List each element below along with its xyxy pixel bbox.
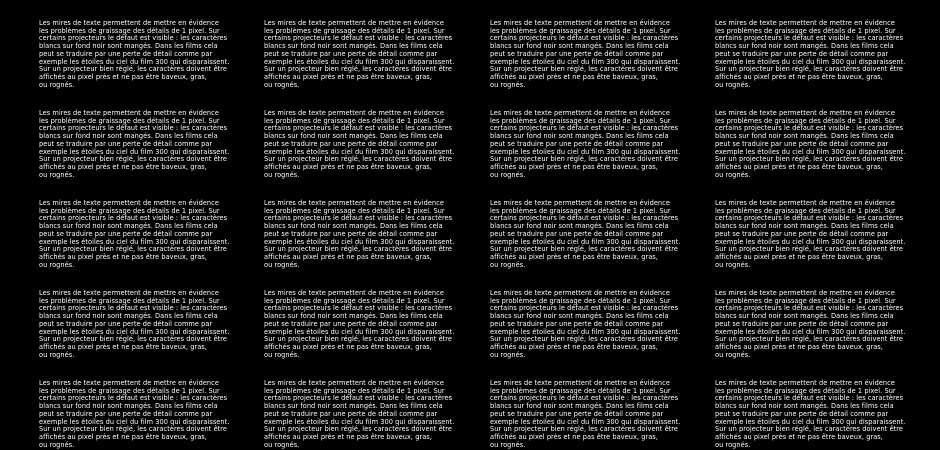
text-line: Les mires de texte permettent de mettre en évidence — [264, 199, 444, 207]
text-line: les problèmes de graissage des détails de 1 pixel. Sur — [264, 206, 445, 215]
text-line: Sur un projecteur bien réglé, les caractères doivent être — [490, 155, 679, 164]
text-line: Les mires de texte permettent de mettre en évidence — [490, 19, 670, 27]
text-line: Les mires de texte permettent de mettre en évidence — [264, 109, 444, 117]
text-line: Sur un projecteur bien réglé, les caractères doivent être — [39, 245, 228, 254]
text-line: affichés au pixel près et ne pas être baveux, gras, — [264, 252, 432, 261]
text-line: exemple les étoiles du ciel du film 300 qui disparaissent. — [39, 237, 230, 246]
text-line: blancs sur fond noir sont mangés. Dans les films cela — [39, 402, 218, 411]
text-line: certains projecteurs le défaut est visible : les caractères — [490, 394, 679, 403]
text-line: exemple les étoiles du ciel du film 300 qui disparaissent. — [264, 57, 455, 66]
text-line: les problèmes de graissage des détails de 1 pixel. Sur — [490, 116, 671, 125]
text-line: exemple les étoiles du ciel du film 300 qui disparaissent. — [715, 57, 906, 66]
text-line: Les mires de texte permettent de mettre en évidence — [264, 19, 444, 27]
text-line: peut se traduire par une perte de détail comme par — [264, 409, 438, 418]
text-line: affichés au pixel près et ne pas être baveux, gras, — [715, 252, 883, 261]
text-line: Sur un projecteur bien réglé, les caractères doivent être — [715, 425, 904, 434]
text-line: les problèmes de graissage des détails de 1 pixel. Sur — [715, 26, 896, 35]
text-block — [39, 110, 264, 179]
text-line: les problèmes de graissage des détails de 1 pixel. Sur — [39, 386, 220, 395]
text-line: certains projecteurs le défaut est visible : les caractères — [264, 124, 453, 133]
text-line: Les mires de texte permettent de mettre en évidence — [490, 289, 670, 297]
text-line: exemple les étoiles du ciel du film 300 qui disparaissent. — [490, 237, 681, 246]
text-line: blancs sur fond noir sont mangés. Dans les films cela — [715, 132, 894, 141]
text-block — [264, 20, 489, 89]
text-line: certains projecteurs le défaut est visible : les caractères — [39, 124, 228, 133]
text-line: Sur un projecteur bien réglé, les caractères doivent être — [715, 155, 904, 164]
text-line: exemple les étoiles du ciel du film 300 qui disparaissent. — [715, 417, 906, 426]
text-line: peut se traduire par une perte de détail comme par — [264, 229, 438, 238]
text-line: certains projecteurs le défaut est visible : les caractères — [490, 304, 679, 313]
text-line: certains projecteurs le défaut est visible : les caractères — [264, 394, 453, 403]
text-line: Sur un projecteur bien réglé, les caractères doivent être — [39, 155, 228, 164]
text-line: Sur un projecteur bien réglé, les caractères doivent être — [264, 155, 453, 164]
text-line: affichés au pixel près et ne pas être baveux, gras, — [39, 432, 207, 441]
text-line: peut se traduire par une perte de détail comme par — [715, 139, 889, 148]
text-line: blancs sur fond noir sont mangés. Dans les films cela — [39, 42, 218, 51]
text-line: ou rognés. — [264, 170, 300, 179]
text-block — [715, 380, 940, 449]
text-line: les problèmes de graissage des détails de 1 pixel. Sur — [264, 26, 445, 35]
text-line: ou rognés. — [39, 260, 75, 269]
text-line: Sur un projecteur bien réglé, les caractères doivent être — [490, 425, 679, 434]
text-line: les problèmes de graissage des détails de 1 pixel. Sur — [39, 26, 220, 35]
text-line: blancs sur fond noir sont mangés. Dans les films cela — [715, 402, 894, 411]
text-line: Sur un projecteur bien réglé, les caractères doivent être — [39, 425, 228, 434]
text-line: Sur un projecteur bien réglé, les caractères doivent être — [264, 245, 453, 254]
text-line: affichés au pixel près et ne pas être baveux, gras, — [39, 252, 207, 261]
text-block — [264, 110, 489, 179]
text-line: affichés au pixel près et ne pas être baveux, gras, — [264, 162, 432, 171]
text-block — [264, 290, 489, 359]
text-line: blancs sur fond noir sont mangés. Dans les films cela — [490, 132, 669, 141]
text-line: exemple les étoiles du ciel du film 300 qui disparaissent. — [715, 147, 906, 156]
text-line: affichés au pixel près et ne pas être baveux, gras, — [490, 162, 658, 171]
text-line: ou rognés. — [715, 350, 751, 359]
text-block — [490, 290, 715, 359]
text-line: peut se traduire par une perte de détail comme par — [264, 319, 438, 328]
text-line: peut se traduire par une perte de détail comme par — [490, 319, 664, 328]
text-block — [39, 20, 264, 89]
text-line: peut se traduire par une perte de détail comme par — [490, 49, 664, 58]
text-line: affichés au pixel près et ne pas être baveux, gras, — [490, 342, 658, 351]
text-line: Les mires de texte permettent de mettre en évidence — [715, 199, 895, 207]
text-line: exemple les étoiles du ciel du film 300 qui disparaissent. — [490, 57, 681, 66]
text-line: ou rognés. — [39, 170, 75, 179]
text-line: peut se traduire par une perte de détail comme par — [39, 229, 213, 238]
text-line: affichés au pixel près et ne pas être baveux, gras, — [715, 432, 883, 441]
text-line: Sur un projecteur bien réglé, les caractères doivent être — [715, 65, 904, 74]
text-line: exemple les étoiles du ciel du film 300 qui disparaissent. — [715, 327, 906, 336]
text-line: Sur un projecteur bien réglé, les caractères doivent être — [39, 335, 228, 344]
text-line: les problèmes de graissage des détails de 1 pixel. Sur — [715, 296, 896, 305]
text-line: certains projecteurs le défaut est visible : les caractères — [715, 304, 904, 313]
text-line: ou rognés. — [490, 260, 526, 269]
text-block — [39, 200, 264, 269]
text-line: exemple les étoiles du ciel du film 300 qui disparaissent. — [264, 147, 455, 156]
text-line: ou rognés. — [264, 350, 300, 359]
text-line: certains projecteurs le défaut est visible : les caractères — [39, 214, 228, 223]
text-line: les problèmes de graissage des détails de 1 pixel. Sur — [715, 206, 896, 215]
text-line: les problèmes de graissage des détails de 1 pixel. Sur — [490, 386, 671, 395]
text-line: peut se traduire par une perte de détail comme par — [715, 409, 889, 418]
text-line: affichés au pixel près et ne pas être baveux, gras, — [39, 72, 207, 81]
text-line: Les mires de texte permettent de mettre en évidence — [715, 19, 895, 27]
text-line: ou rognés. — [490, 80, 526, 89]
text-line: les problèmes de graissage des détails de 1 pixel. Sur — [39, 296, 220, 305]
text-line: exemple les étoiles du ciel du film 300 qui disparaissent. — [39, 147, 230, 156]
text-line: blancs sur fond noir sont mangés. Dans les films cela — [39, 312, 218, 321]
text-block — [715, 290, 940, 359]
text-line: blancs sur fond noir sont mangés. Dans les films cela — [264, 132, 443, 141]
text-line: affichés au pixel près et ne pas être baveux, gras, — [490, 72, 658, 81]
text-line: certains projecteurs le défaut est visible : les caractères — [715, 394, 904, 403]
text-line: blancs sur fond noir sont mangés. Dans les films cela — [264, 42, 443, 51]
text-line: peut se traduire par une perte de détail comme par — [39, 139, 213, 148]
text-line: peut se traduire par une perte de détail comme par — [264, 139, 438, 148]
text-line: les problèmes de graissage des détails de 1 pixel. Sur — [715, 116, 896, 125]
text-line: Les mires de texte permettent de mettre en évidence — [39, 379, 219, 387]
text-line: exemple les étoiles du ciel du film 300 qui disparaissent. — [264, 237, 455, 246]
text-line: blancs sur fond noir sont mangés. Dans les films cela — [264, 222, 443, 231]
text-line: exemple les étoiles du ciel du film 300 qui disparaissent. — [490, 147, 681, 156]
text-line: Sur un projecteur bien réglé, les caractères doivent être — [490, 245, 679, 254]
text-line: blancs sur fond noir sont mangés. Dans les films cela — [715, 42, 894, 51]
text-line: les problèmes de graissage des détails de 1 pixel. Sur — [490, 26, 671, 35]
text-line: Les mires de texte permettent de mettre en évidence — [490, 379, 670, 387]
text-line: ou rognés. — [490, 170, 526, 179]
text-line: blancs sur fond noir sont mangés. Dans les films cela — [715, 222, 894, 231]
text-line: certains projecteurs le défaut est visible : les caractères — [39, 304, 228, 313]
text-line: exemple les étoiles du ciel du film 300 qui disparaissent. — [715, 237, 906, 246]
text-line: peut se traduire par une perte de détail comme par — [715, 49, 889, 58]
text-line: ou rognés. — [715, 80, 751, 89]
text-line: exemple les étoiles du ciel du film 300 qui disparaissent. — [490, 327, 681, 336]
text-line: peut se traduire par une perte de détail comme par — [264, 49, 438, 58]
text-line: certains projecteurs le défaut est visible : les caractères — [715, 124, 904, 133]
text-line: ou rognés. — [39, 350, 75, 359]
text-block — [715, 20, 940, 89]
text-line: Sur un projecteur bien réglé, les caractères doivent être — [715, 245, 904, 254]
text-line: Sur un projecteur bien réglé, les caractères doivent être — [264, 335, 453, 344]
text-line: Les mires de texte permettent de mettre en évidence — [715, 289, 895, 297]
text-line: affichés au pixel près et ne pas être baveux, gras, — [490, 252, 658, 261]
text-line: peut se traduire par une perte de détail comme par — [39, 49, 213, 58]
text-line: peut se traduire par une perte de détail comme par — [39, 409, 213, 418]
text-line: affichés au pixel près et ne pas être baveux, gras, — [715, 162, 883, 171]
text-line: Les mires de texte permettent de mettre en évidence — [39, 19, 219, 27]
text-line: ou rognés. — [264, 260, 300, 269]
text-line: les problèmes de graissage des détails de 1 pixel. Sur — [715, 386, 896, 395]
text-line: Sur un projecteur bien réglé, les caractères doivent être — [490, 65, 679, 74]
text-line: Les mires de texte permettent de mettre en évidence — [490, 199, 670, 207]
text-line: peut se traduire par une perte de détail comme par — [490, 229, 664, 238]
text-line: peut se traduire par une perte de détail comme par — [490, 139, 664, 148]
text-line: affichés au pixel près et ne pas être baveux, gras, — [39, 162, 207, 171]
text-line: peut se traduire par une perte de détail comme par — [715, 229, 889, 238]
text-line: peut se traduire par une perte de détail comme par — [490, 409, 664, 418]
text-line: exemple les étoiles du ciel du film 300 qui disparaissent. — [39, 327, 230, 336]
text-line: Sur un projecteur bien réglé, les caractères doivent être — [490, 335, 679, 344]
text-line: ou rognés. — [490, 350, 526, 359]
text-line: certains projecteurs le défaut est visible : les caractères — [490, 214, 679, 223]
text-block — [715, 200, 940, 269]
text-line: blancs sur fond noir sont mangés. Dans les films cela — [490, 222, 669, 231]
text-line: affichés au pixel près et ne pas être baveux, gras, — [715, 72, 883, 81]
text-line: certains projecteurs le défaut est visible : les caractères — [264, 34, 453, 43]
text-line: ou rognés. — [39, 440, 75, 449]
text-line: affichés au pixel près et ne pas être baveux, gras, — [264, 342, 432, 351]
text-line: ou rognés. — [715, 170, 751, 179]
text-line: certains projecteurs le défaut est visible : les caractères — [39, 34, 228, 43]
text-line: ou rognés. — [490, 440, 526, 449]
text-block — [39, 380, 264, 449]
text-line: affichés au pixel près et ne pas être baveux, gras, — [490, 432, 658, 441]
text-line: exemple les étoiles du ciel du film 300 qui disparaissent. — [490, 417, 681, 426]
text-line: ou rognés. — [264, 80, 300, 89]
text-block — [715, 110, 940, 179]
text-line: Les mires de texte permettent de mettre en évidence — [715, 109, 895, 117]
text-line: exemple les étoiles du ciel du film 300 qui disparaissent. — [39, 57, 230, 66]
text-line: Les mires de texte permettent de mettre en évidence — [39, 109, 219, 117]
text-line: Les mires de texte permettent de mettre en évidence — [39, 199, 219, 207]
text-line: certains projecteurs le défaut est visible : les caractères — [264, 304, 453, 313]
text-line: les problèmes de graissage des détails de 1 pixel. Sur — [490, 206, 671, 215]
text-line: certains projecteurs le défaut est visible : les caractères — [490, 124, 679, 133]
text-line: Sur un projecteur bien réglé, les caractères doivent être — [715, 335, 904, 344]
text-line: blancs sur fond noir sont mangés. Dans les films cela — [490, 402, 669, 411]
text-line: blancs sur fond noir sont mangés. Dans les films cela — [39, 222, 218, 231]
text-line: les problèmes de graissage des détails de 1 pixel. Sur — [264, 296, 445, 305]
text-line: blancs sur fond noir sont mangés. Dans les films cela — [264, 402, 443, 411]
text-line: peut se traduire par une perte de détail comme par — [39, 319, 213, 328]
text-line: Sur un projecteur bien réglé, les caractères doivent être — [264, 425, 453, 434]
text-block — [490, 110, 715, 179]
text-line: Les mires de texte permettent de mettre en évidence — [264, 289, 444, 297]
text-line: peut se traduire par une perte de détail comme par — [715, 319, 889, 328]
text-line: blancs sur fond noir sont mangés. Dans les films cela — [264, 312, 443, 321]
text-line: blancs sur fond noir sont mangés. Dans les films cela — [715, 312, 894, 321]
text-line: ou rognés. — [715, 260, 751, 269]
text-line: Sur un projecteur bien réglé, les caractères doivent être — [39, 65, 228, 74]
text-line: certains projecteurs le défaut est visible : les caractères — [715, 214, 904, 223]
text-line: les problèmes de graissage des détails de 1 pixel. Sur — [264, 386, 445, 395]
text-line: affichés au pixel près et ne pas être baveux, gras, — [264, 432, 432, 441]
text-line: exemple les étoiles du ciel du film 300 qui disparaissent. — [39, 417, 230, 426]
text-line: blancs sur fond noir sont mangés. Dans les films cela — [39, 132, 218, 141]
text-line: blancs sur fond noir sont mangés. Dans les films cela — [490, 312, 669, 321]
text-block — [490, 380, 715, 449]
text-line: certains projecteurs le défaut est visible : les caractères — [715, 34, 904, 43]
text-line: les problèmes de graissage des détails de 1 pixel. Sur — [264, 116, 445, 125]
text-line: certains projecteurs le défaut est visible : les caractères — [264, 214, 453, 223]
text-block — [490, 200, 715, 269]
text-line: affichés au pixel près et ne pas être baveux, gras, — [39, 342, 207, 351]
text-line: ou rognés. — [39, 80, 75, 89]
text-line: les problèmes de graissage des détails de 1 pixel. Sur — [39, 206, 220, 215]
text-block — [264, 200, 489, 269]
text-line: exemple les étoiles du ciel du film 300 qui disparaissent. — [264, 327, 455, 336]
text-line: les problèmes de graissage des détails de 1 pixel. Sur — [490, 296, 671, 305]
text-line: Les mires de texte permettent de mettre en évidence — [715, 379, 895, 387]
text-line: exemple les étoiles du ciel du film 300 qui disparaissent. — [264, 417, 455, 426]
text-block — [39, 290, 264, 359]
text-line: certains projecteurs le défaut est visible : les caractères — [39, 394, 228, 403]
text-line: ou rognés. — [264, 440, 300, 449]
text-line: Sur un projecteur bien réglé, les caractères doivent être — [264, 65, 453, 74]
text-line: certains projecteurs le défaut est visible : les caractères — [490, 34, 679, 43]
text-line: Les mires de texte permettent de mettre en évidence — [490, 109, 670, 117]
text-block — [490, 20, 715, 89]
text-line: Les mires de texte permettent de mettre en évidence — [264, 379, 444, 387]
text-line: affichés au pixel près et ne pas être baveux, gras, — [715, 342, 883, 351]
text-line: ou rognés. — [715, 440, 751, 449]
text-line: Les mires de texte permettent de mettre en évidence — [39, 289, 219, 297]
text-line: les problèmes de graissage des détails de 1 pixel. Sur — [39, 116, 220, 125]
text-block — [264, 380, 489, 449]
text-line: affichés au pixel près et ne pas être baveux, gras, — [264, 72, 432, 81]
text-line: blancs sur fond noir sont mangés. Dans les films cela — [490, 42, 669, 51]
